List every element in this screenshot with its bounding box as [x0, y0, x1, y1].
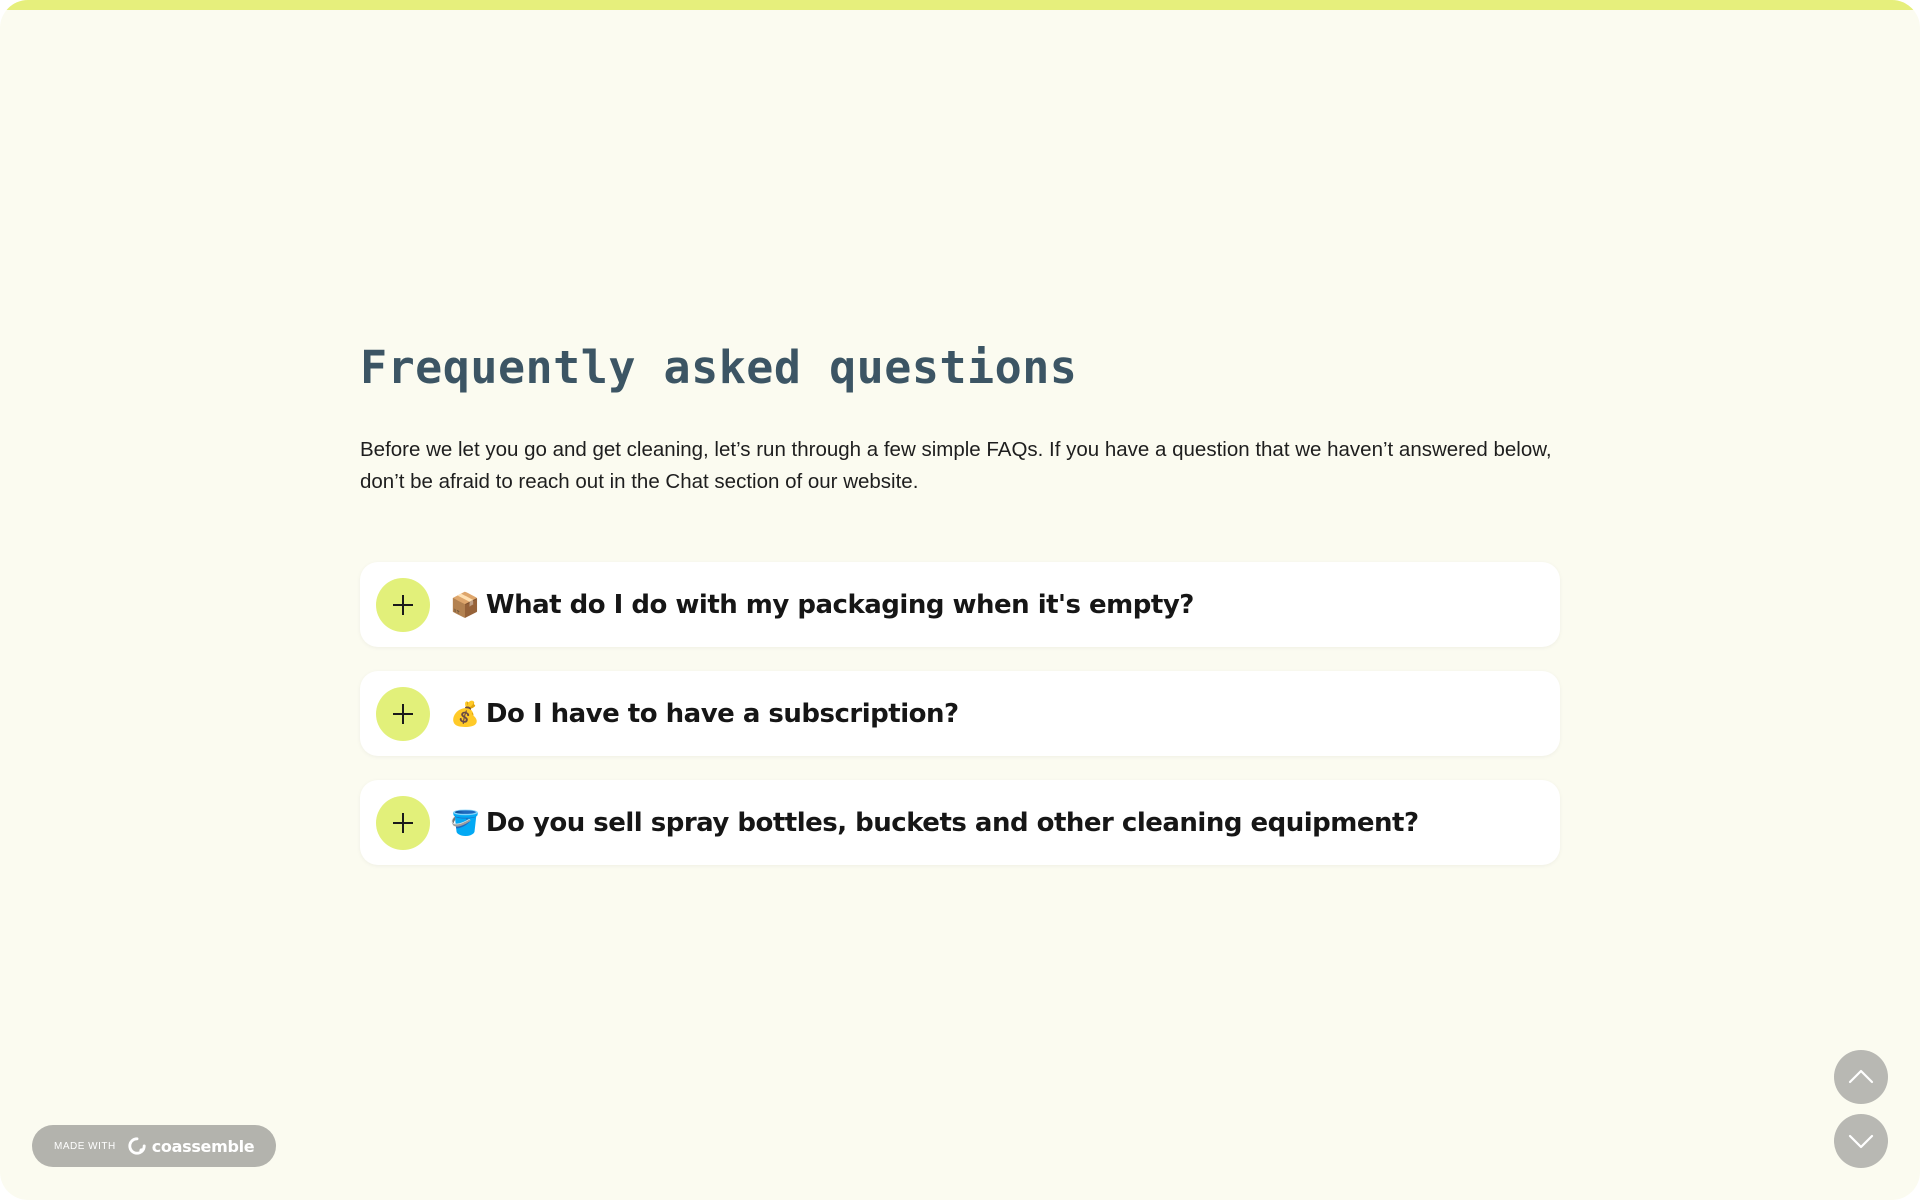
next-section-button[interactable] — [1834, 1114, 1888, 1168]
chevron-up-icon — [1846, 1062, 1876, 1092]
progress-top-bar — [0, 0, 1920, 10]
coassemble-logo-icon — [128, 1137, 146, 1155]
expand-button[interactable] — [376, 796, 430, 850]
faq-question: Do I have to have a subscription? — [485, 698, 959, 729]
made-with-label: MADE WITH — [54, 1140, 116, 1152]
expand-button[interactable] — [376, 687, 430, 741]
faq-list — [360, 562, 1560, 865]
faq-item-equipment[interactable] — [360, 780, 1560, 865]
faq-question: Do you sell spray bottles, buckets and other cleaning equipment? — [485, 807, 1419, 838]
plus-icon-vertical — [402, 813, 404, 833]
plus-icon-vertical — [402, 704, 404, 724]
faq-item-subscription[interactable] — [360, 671, 1560, 756]
faq-item-packaging[interactable] — [360, 562, 1560, 647]
faq-section — [360, 340, 1560, 889]
package-icon: 📦 — [450, 590, 480, 619]
previous-section-button[interactable] — [1834, 1050, 1888, 1104]
intro-text: Before we let you go and get cleaning, let’s run through a few simple FAQs. If you have a question that we haven’t answered below, don’t be afraid to reach out in the Chat section of our website. — [360, 438, 1552, 493]
faq-question: What do I do with my packaging when it's empty? — [485, 589, 1194, 620]
chevron-down-icon — [1846, 1126, 1876, 1156]
money-bag-icon: 💰 — [450, 699, 480, 728]
plus-icon-vertical — [402, 595, 404, 615]
expand-button[interactable] — [376, 578, 430, 632]
coassemble-brand: coassemble — [151, 1136, 255, 1156]
bucket-icon: 🪣 — [450, 808, 480, 837]
made-with-coassemble-badge[interactable] — [32, 1125, 276, 1167]
page-title: Frequently asked questions — [360, 341, 1078, 394]
